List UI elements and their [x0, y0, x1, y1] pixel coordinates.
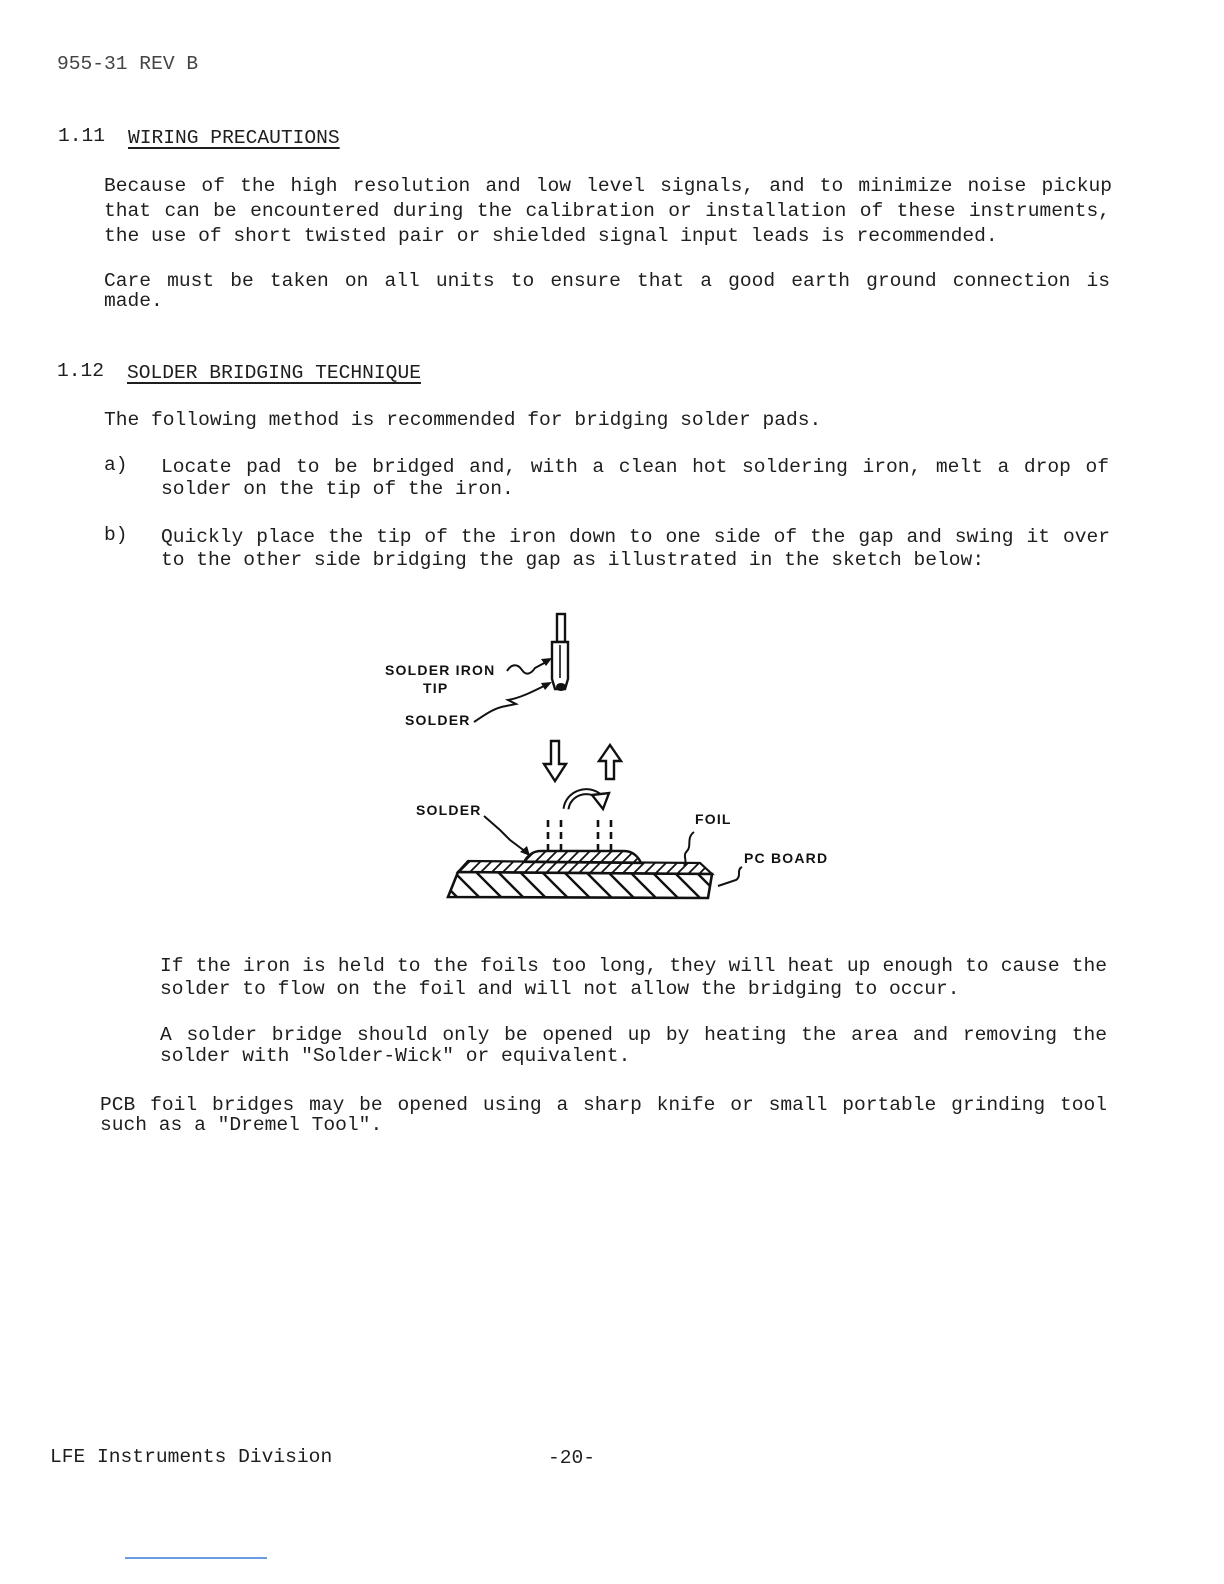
paragraph-line: that can be encountered during the calibration or installation of these instruments, [104, 200, 1110, 222]
step-line: solder on the tip of the iron. [161, 478, 514, 500]
paragraph-line: the use of short twisted pair or shielded signal input leads is recommended. [104, 225, 998, 247]
paragraph-line: Care must be taken on all units to ensure that a good earth ground connection is [104, 270, 1110, 292]
solder-bridging-sketch [370, 600, 840, 910]
page-number: -20- [548, 1447, 596, 1469]
pc-board [448, 872, 712, 898]
paragraph-line: made. [104, 290, 163, 312]
label-pc-board: PC BOARD [744, 850, 829, 866]
scan-artifact-line [125, 1557, 267, 1559]
pointer-solder-on-tip [474, 682, 552, 722]
section-title-wiring-precautions: WIRING PRECAUTIONS [128, 127, 340, 149]
section-number-1-11: 1.11 [58, 125, 106, 147]
label-solder-on-tip: SOLDER [405, 712, 471, 728]
document-number: 955-31 REV B [57, 53, 199, 75]
step-line: Quickly place the tip of the iron down to one side of the gap and swing it over [161, 526, 1110, 548]
down-arrow-icon [544, 741, 566, 781]
section-number-1-12: 1.12 [57, 360, 105, 382]
label-solder-iron: SOLDER IRON [385, 662, 496, 678]
note-line: A solder bridge should only be opened up by heating the area and removing the [160, 1024, 1107, 1046]
paragraph-line: Because of the high resolution and low level signals, and to minimize noise pickup [104, 175, 1112, 197]
step-marker: b) [104, 524, 128, 546]
swing-arrow-icon [566, 792, 609, 809]
step-line: Locate pad to be bridged and, with a clean hot soldering iron, melt a drop of [161, 456, 1109, 478]
solder-drop [556, 683, 566, 691]
solder-bridge [524, 851, 641, 863]
step-line: to the other side bridging the gap as illustrated in the sketch below: [161, 549, 985, 571]
note-line: solder to flow on the foil and will not allow the bridging to occur. [160, 978, 960, 1000]
step-marker: a) [104, 454, 128, 476]
pointer-iron-tip [507, 658, 552, 674]
pointer-pc-board [718, 867, 742, 886]
pointer-foil [684, 832, 694, 866]
label-tip: TIP [423, 680, 449, 696]
label-foil: FOIL [695, 811, 732, 827]
paragraph-line: PCB foil bridges may be opened using a sharp knife or small portable grinding tool [100, 1094, 1107, 1116]
soldering-iron [552, 614, 568, 689]
pointer-solder-bridge [484, 816, 530, 856]
up-arrow-icon [599, 745, 621, 779]
footer-division: LFE Instruments Division [50, 1446, 333, 1468]
paragraph-line: such as a "Dremel Tool". [100, 1114, 383, 1136]
label-solder-bridge: SOLDER [416, 802, 482, 818]
note-line: If the iron is held to the foils too long, they will heat up enough to cause the [160, 955, 1107, 977]
gap-guide-lines [548, 820, 611, 853]
section-intro: The following method is recommended for bridging solder pads. [104, 409, 822, 431]
section-title-solder-bridging: SOLDER BRIDGING TECHNIQUE [127, 362, 421, 384]
note-line: solder with "Solder-Wick" or equivalent. [160, 1045, 631, 1067]
